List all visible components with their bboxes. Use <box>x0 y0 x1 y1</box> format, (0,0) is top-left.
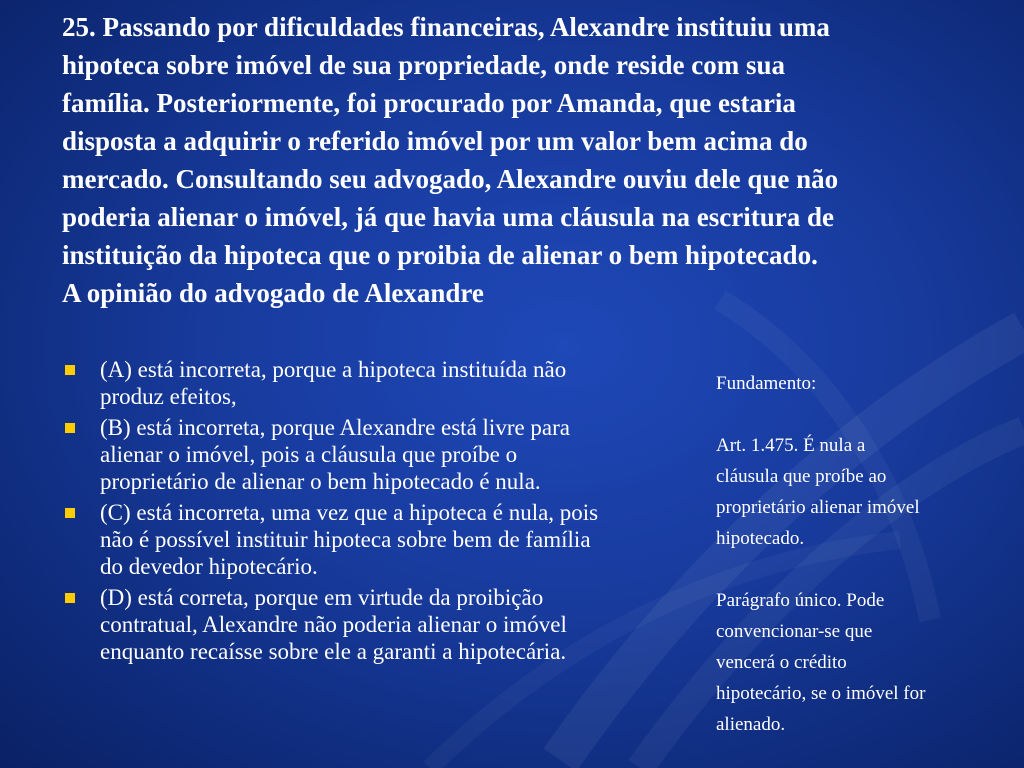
option-text-line: proprietário de alienar o bem hipotecado é nula. <box>100 469 541 494</box>
paragraph-line: vencerá o crédito <box>716 652 847 673</box>
fundamento-panel <box>716 368 1006 740</box>
answer-options-list <box>62 356 702 669</box>
square-bullet-icon <box>65 365 75 375</box>
title-line: 25. Passando por dificuldades financeiras, Alexandre instituiu uma <box>62 12 830 42</box>
spacer <box>716 554 1006 585</box>
spacer <box>716 399 1006 430</box>
option-text-line: produz efeitos, <box>100 384 237 409</box>
option-text-line: alienar o imóvel, pois a cláusula que proíbe o <box>100 442 518 467</box>
title-line: A opinião do advogado de Alexandre <box>62 278 484 308</box>
option-text-line: (D) está correta, porque em virtude da proibição <box>100 585 544 610</box>
paragraph-line: Parágrafo único. Pode <box>716 590 885 611</box>
paragraph-text <box>716 585 1006 740</box>
title-line: hipoteca sobre imóvel de sua propriedade, onde reside com sua <box>62 50 786 80</box>
option-text-line: enquanto recaísse sobre ele a garanti a hipotecária. <box>100 639 567 664</box>
option-text-line: (A) está incorreta, porque a hipoteca instituída não <box>100 357 567 382</box>
question-title <box>62 8 992 312</box>
title-line: disposta a adquirir o referido imóvel por um valor bem acima do <box>62 126 808 156</box>
title-line: poderia alienar o imóvel, já que havia uma cláusula na escritura de <box>62 202 835 232</box>
option-text-line: contratual, Alexandre não poderia alienar o imóvel <box>100 612 567 637</box>
title-line: mercado. Consultando seu advogado, Alexandre ouviu dele que não <box>62 164 839 194</box>
option-a <box>62 356 702 410</box>
option-c <box>62 499 702 580</box>
article-line: proprietário alienar imóvel <box>716 497 920 518</box>
option-text-line: do devedor hipotecário. <box>100 554 318 579</box>
square-bullet-icon <box>65 593 75 603</box>
option-text-line: não é possível instituir hipoteca sobre bem de família <box>100 527 591 552</box>
option-d <box>62 584 702 665</box>
square-bullet-icon <box>65 508 75 518</box>
article-text <box>716 430 1006 554</box>
option-b <box>62 414 702 495</box>
article-line: hipotecado. <box>716 528 805 549</box>
paragraph-line: convencionar-se que <box>716 621 873 642</box>
paragraph-line: alienado. <box>716 714 786 735</box>
fundamento-heading: Fundamento: <box>716 373 817 394</box>
article-line: Art. 1.475. É nula a <box>716 435 866 456</box>
square-bullet-icon <box>65 423 75 433</box>
title-line: instituição da hipoteca que o proibia de alienar o bem hipotecado. <box>62 240 818 270</box>
article-line: cláusula que proíbe ao <box>716 466 887 487</box>
option-text-line: (B) está incorreta, porque Alexandre está livre para <box>100 415 571 440</box>
title-line: família. Posteriormente, foi procurado por Amanda, que estaria <box>62 88 796 118</box>
paragraph-line: hipotecário, se o imóvel for <box>716 683 926 704</box>
option-text-line: (C) está incorreta, uma vez que a hipoteca é nula, pois <box>100 500 599 525</box>
